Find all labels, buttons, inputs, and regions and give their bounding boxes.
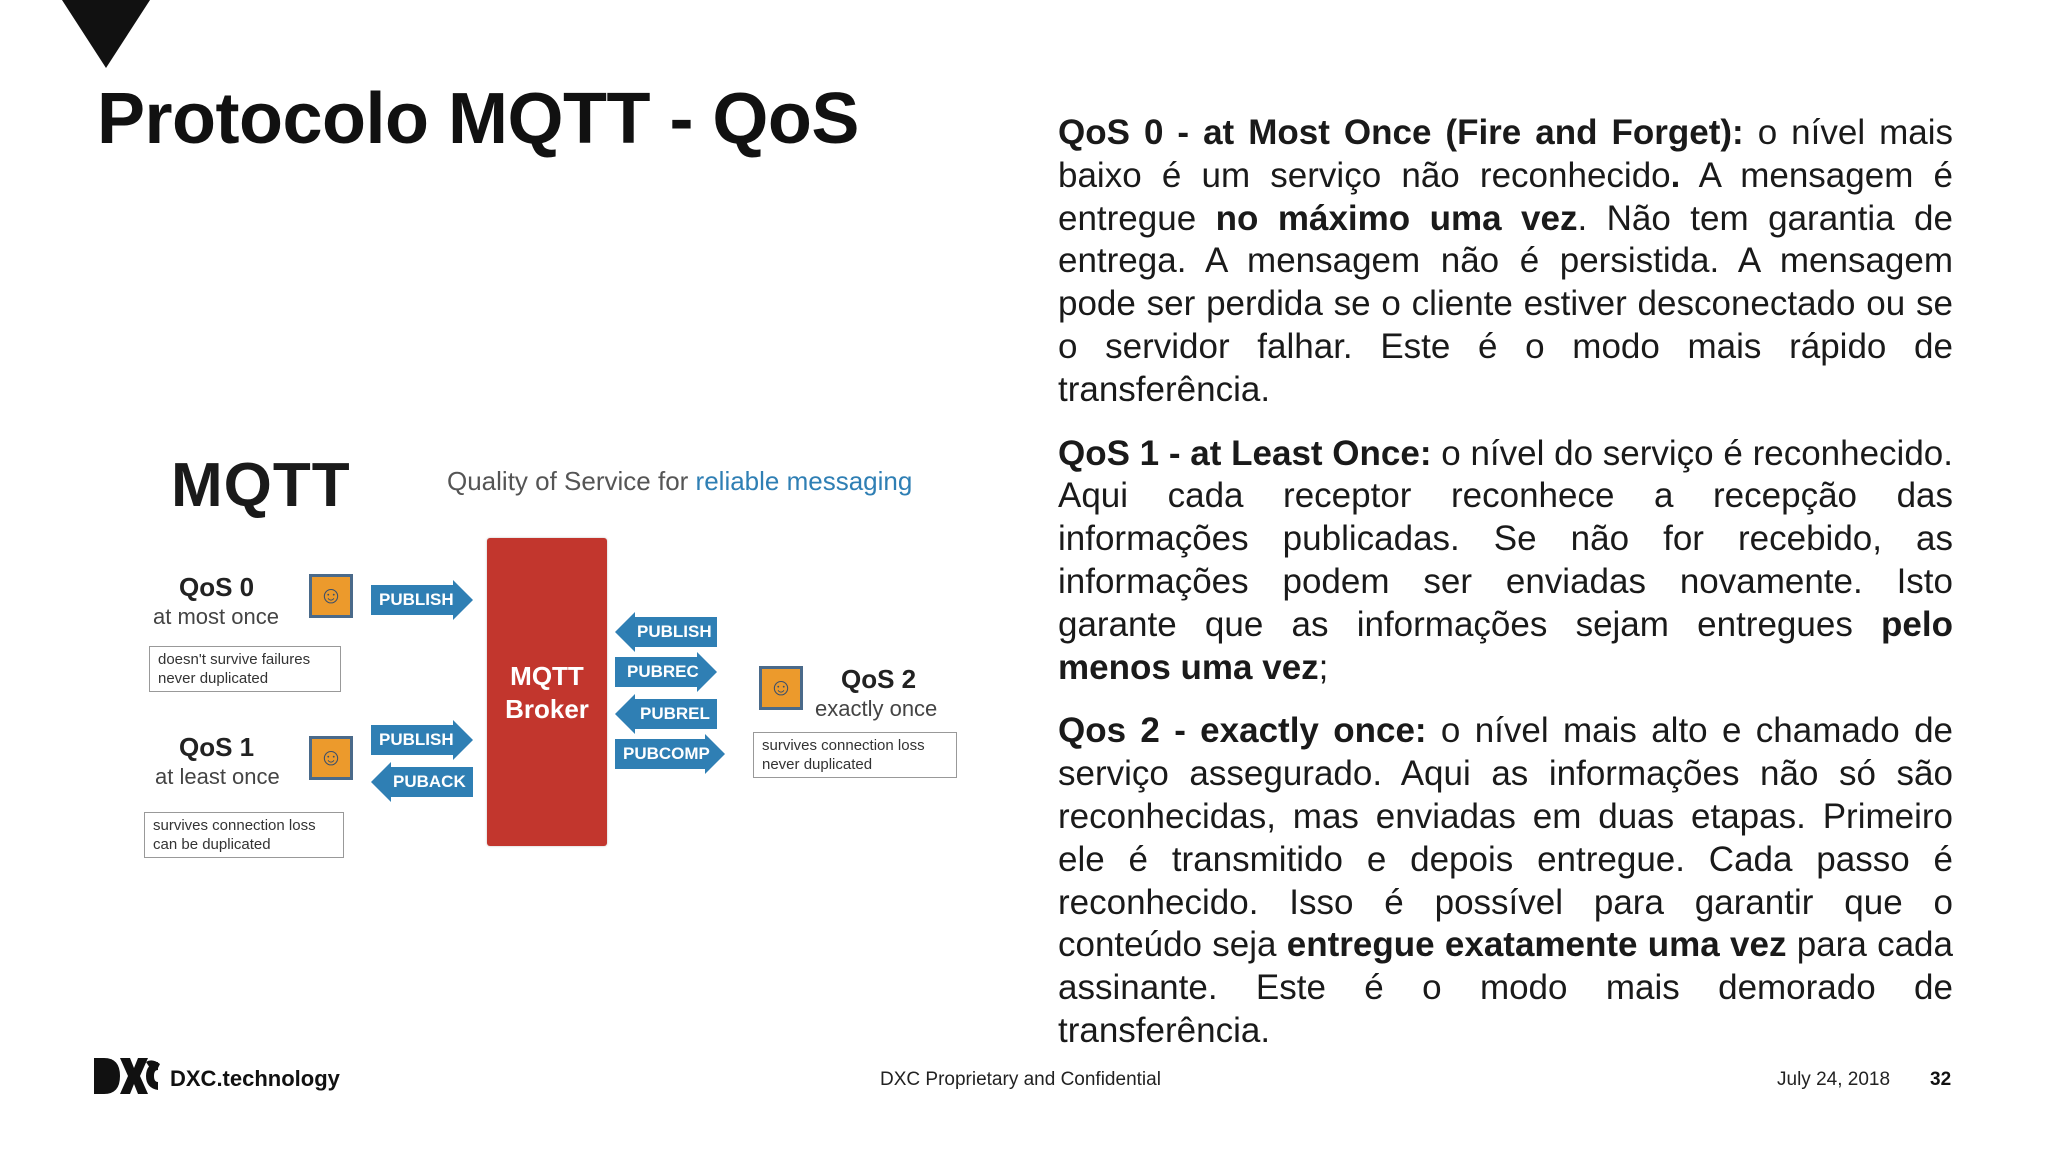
footer-confidential: DXC Proprietary and Confidential <box>880 1069 1161 1090</box>
qos1-title: QoS 1 <box>179 732 255 762</box>
bold-text-segment: no máximo uma vez <box>1215 198 1578 238</box>
broker-label <box>487 660 607 726</box>
bold-text-segment: entregue exatamente uma vez <box>1286 925 1787 965</box>
qos1-note-2: can be duplicated <box>153 836 271 853</box>
qos-description-text <box>1058 112 1953 1074</box>
diagram-caption-plain: Quality of Service for <box>447 466 696 496</box>
bold-text-segment: Qos 2 - exactly once: <box>1058 711 1427 751</box>
qos2-publish-label: PUBLISH <box>637 622 712 641</box>
text-segment: o nível mais baixo é um serviço não reconhecido <box>1058 113 1953 195</box>
qos1-note-1: survives connection loss <box>153 817 316 834</box>
corner-triangle-decoration <box>62 0 150 68</box>
qos0-note-2: never duplicated <box>158 670 269 687</box>
broker-label-line2: Broker <box>505 694 589 724</box>
text-segment: . Não tem garantia de entrega. A mensagem não é persistida. A mensagem pode ser perdida se o cliente estiver desconectado ou se o servidor falhar. Este é o modo mais rápido de transferência. <box>1058 198 1953 409</box>
qos1-publish-label: PUBLISH <box>379 730 454 749</box>
qos1-puback-label: PUBACK <box>393 772 466 791</box>
qos-paragraph <box>1058 433 1953 690</box>
diagram-caption <box>447 466 912 497</box>
text-segment: A mensagem é entregue <box>1058 155 1953 238</box>
qos1-client-icon: ☺ <box>309 736 353 780</box>
bold-text-segment: pelo menos uma vez <box>1058 604 1953 687</box>
footer-date: July 24, 2018 <box>1777 1069 1891 1090</box>
text-segment: ; <box>1318 647 1329 687</box>
dxc-logo-icon <box>94 1056 160 1096</box>
broker-label-line1: MQTT <box>510 661 584 691</box>
qos1-subtitle: at least once <box>155 764 280 789</box>
qos0-client-icon: ☺ <box>309 574 353 618</box>
qos2-client-icon: ☺ <box>759 666 803 710</box>
bold-text-segment: QoS 0 - at Most Once (Fire and Forget): <box>1058 113 1744 152</box>
qos0-publish-label: PUBLISH <box>379 590 454 609</box>
qos2-note-1: survives connection loss <box>762 737 925 754</box>
text-segment: para cada assinante. Este é o modo mais demorado de transferência. <box>1058 925 1953 1050</box>
qos1-notes <box>144 812 344 858</box>
qos2-title: QoS 2 <box>841 664 917 694</box>
mqtt-qos-diagram <box>135 430 965 853</box>
qos0-subtitle: at most once <box>153 604 279 629</box>
qos2-pubrel-label: PUBREL <box>640 704 710 723</box>
qos-paragraph <box>1058 112 1953 412</box>
qos0-title: QoS 0 <box>179 572 255 602</box>
footer-brand: DXC.technology <box>170 1066 340 1091</box>
qos2-pubcomp-label: PUBCOMP <box>623 744 710 763</box>
text-segment: o nível do serviço é reconhecido. Aqui cada receptor reconhece a recepção das informações publicadas. Se não for recebido, as informações podem ser enviadas novamente. Isto garante que as informações sejam entregues <box>1058 433 1953 644</box>
text-segment: o nível mais alto e chamado de serviço assegurado. Aqui as informações não só são reconhecidas, mas enviadas em duas etapas. Primeiro ele é transmitido e depois entregue. Cada passo é reconhecido. Isso é possível para garantir que o conteúdo seja <box>1058 711 1954 965</box>
qos2-note-2: never duplicated <box>762 756 873 773</box>
qos0-notes <box>149 646 341 692</box>
slide-title: Protocolo MQTT - QoS <box>97 79 859 159</box>
qos0-note-1: doesn't survive failures <box>158 651 311 668</box>
diagram-caption-highlight: reliable messaging <box>695 466 913 496</box>
qos2-subtitle: exactly once <box>815 696 938 721</box>
bold-text-segment: QoS 1 - at Least Once: <box>1058 433 1432 473</box>
qos2-pubrec-label: PUBREC <box>627 662 699 681</box>
footer-page-number: 32 <box>1930 1069 1952 1090</box>
qos2-notes <box>753 732 957 778</box>
mqtt-logo: MQTT <box>171 451 351 520</box>
bold-text-segment: . <box>1670 155 1681 195</box>
qos-paragraph <box>1058 710 1953 1052</box>
